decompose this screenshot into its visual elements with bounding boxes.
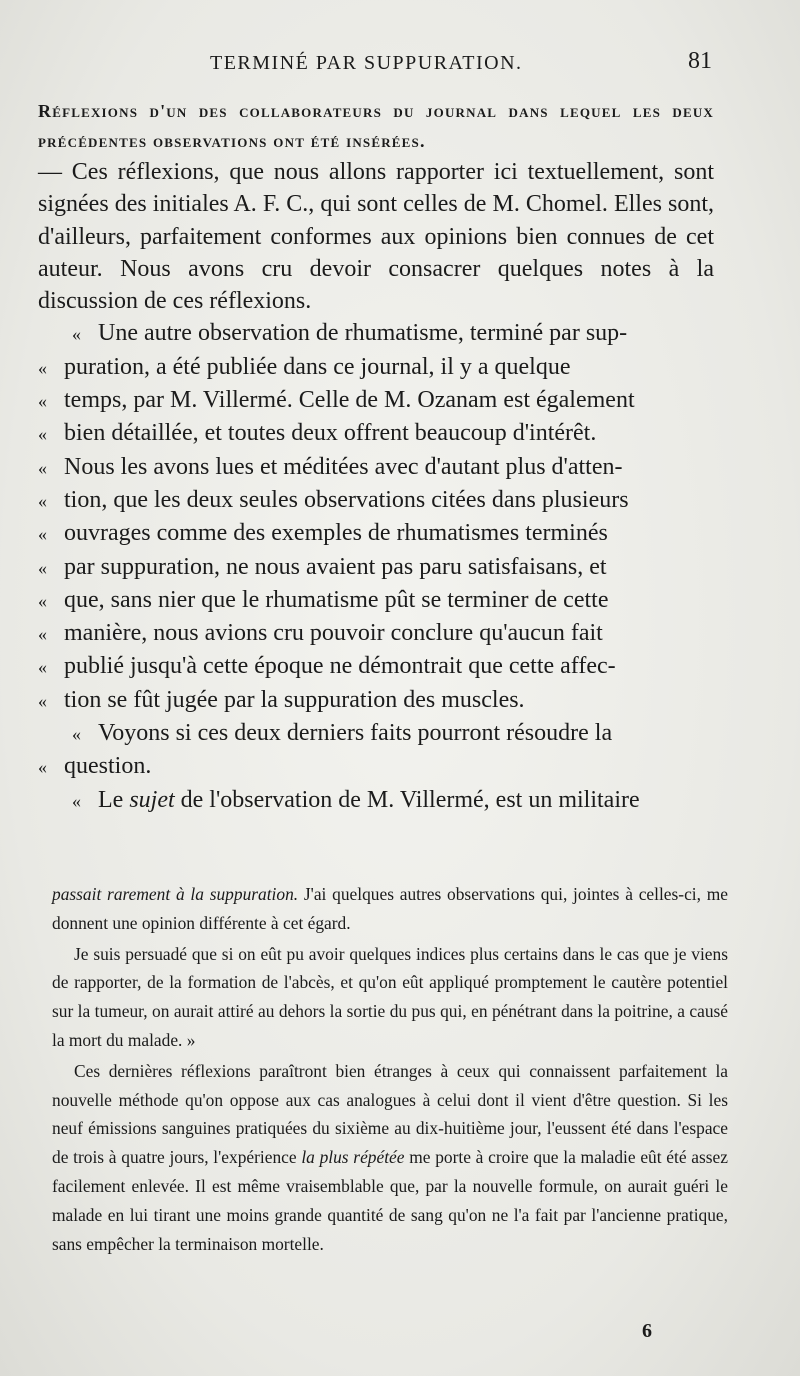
page-number: 81 bbox=[688, 48, 712, 74]
quote-line bbox=[38, 717, 714, 750]
note-italic: passait rarement à la suppuration. bbox=[52, 884, 299, 904]
quote-mark: « bbox=[72, 724, 81, 745]
quote-text: tion se fût jugée par la suppuration des muscles. bbox=[64, 686, 525, 713]
quote-line bbox=[38, 417, 714, 450]
signature-mark: 6 bbox=[642, 1320, 652, 1342]
note-text: me porte à croire que la maladie eût été assez facilement enlevée. Il est même vraisemblable que, par la nouvelle formule, on aurait guéri le malade en lui tirant une moins grande quantité de sang qu'on ne l'a fait par l'ancienne pratique, sans empêcher la terminaison mortelle. bbox=[52, 1147, 728, 1254]
quote-text: question. bbox=[64, 753, 152, 780]
quote-line bbox=[38, 551, 714, 584]
quote-mark: « bbox=[38, 690, 47, 711]
quote-text: publié jusqu'à cette époque ne démontrait que cette affec- bbox=[64, 653, 616, 680]
quote-line bbox=[38, 584, 714, 617]
quote-line bbox=[38, 750, 714, 783]
quote-line bbox=[38, 484, 714, 517]
quote-text: manière, nous avions cru pouvoir conclure qu'aucun fait bbox=[64, 620, 603, 647]
quote-text: Une autre observation de rhumatisme, terminé par sup- bbox=[98, 320, 628, 347]
quote-text: que, sans nier que le rhumatisme pût se terminer de cette bbox=[64, 586, 609, 613]
quote-text: temps, par M. Villermé. Celle de M. Ozanam est également bbox=[64, 387, 635, 414]
quote-text: ouvrages comme des exemples de rhumatismes terminés bbox=[64, 520, 608, 547]
quote-text: Nous les avons lues et méditées avec d'autant plus d'atten- bbox=[64, 453, 623, 480]
note-italic: la plus répétée bbox=[301, 1147, 405, 1168]
quote-mark: « bbox=[38, 590, 47, 611]
quote-block-1 bbox=[38, 317, 714, 717]
quote-mark: « bbox=[38, 657, 47, 678]
quote-line bbox=[38, 684, 714, 717]
quote3-italic: sujet bbox=[129, 786, 175, 813]
quote-mark: « bbox=[72, 324, 81, 345]
note-text: Ces dernières réflexions paraîtront bien étranges à ceux qui connaissent parfaitement la nouvelle méthode qu'on oppose aux cas analogues à celui dont il vient d'être question. Si les neuf émissions sanguines pratiquées du sixième au dix-huitième jour, l'eussent été dans l'espace de trois à quatre jours, l'expérience bbox=[52, 1060, 728, 1168]
quote-mark: « bbox=[38, 757, 47, 778]
quote-line bbox=[38, 650, 714, 683]
note-text: J'ai quelques autres observations qui, jointes à celles-ci, me donnent une opinion différente à cet égard. bbox=[52, 884, 729, 933]
quote-line bbox=[38, 617, 714, 650]
section-heading: Réflexions d'un des collaborateurs du journal dans lequel les deux précédentes observations ont été insérées. bbox=[38, 101, 714, 151]
quote-mark: « bbox=[38, 424, 47, 445]
quote3-after: de l'observation de M. Villermé, est un militaire bbox=[174, 786, 640, 813]
quote-text: puration, a été publiée dans ce journal, il y a quelque bbox=[64, 353, 571, 380]
running-title: TERMINÉ PAR SUPPURATION. bbox=[210, 52, 523, 74]
quote-mark: « bbox=[38, 391, 47, 412]
note-paragraph-2: Je suis persuadé que si on eût pu avoir quelques indices plus certains dans le cas que je viens de rapporter, de la formation de l'abcès, et qu'on eût appliqué promptement le cautère potentiel sur la tumeur, on aurait attiré au dehors la sortie du pus qui, en pénétrant dans la poitrine, a causé la mort du malade. » bbox=[52, 943, 728, 1050]
footnotes bbox=[52, 880, 728, 1260]
quote-text: tion, que les deux seules observations citées dans plusieurs bbox=[64, 486, 629, 513]
quote3-before: Le bbox=[98, 786, 130, 813]
quote-line bbox=[38, 517, 714, 550]
quote-mark: « bbox=[38, 624, 47, 645]
quote-line bbox=[38, 351, 714, 384]
quote-text: par suppuration, ne nous avaient pas paru satisfaisans, et bbox=[64, 553, 607, 580]
quote-mark: « bbox=[38, 557, 47, 578]
quote-block-2 bbox=[38, 717, 714, 784]
quote-text: Voyons si ces deux derniers faits pourront résoudre la bbox=[98, 720, 613, 747]
quote-text: bien détaillée, et toutes deux offrent beaucoup d'intérêt. bbox=[64, 420, 597, 447]
note-paragraph-3 bbox=[52, 1057, 728, 1259]
page-header bbox=[60, 48, 720, 78]
quote-mark: « bbox=[38, 490, 47, 511]
quote-mark: « bbox=[38, 457, 47, 478]
quote-mark: « bbox=[38, 357, 47, 378]
note-paragraph-1 bbox=[52, 880, 728, 938]
quote-line bbox=[38, 384, 714, 417]
intro-paragraph: — Ces réflexions, que nous allons rapporter ici textuellement, sont signées des initiales A. F. C., qui sont celles de M. Chomel. Elles sont, d'ailleurs, parfaitement conformes aux opinions bien connues de cet auteur. Nous avons cru devoir consacrer quelques notes à la discussion de ces réflexions. bbox=[38, 159, 714, 315]
quote-line bbox=[38, 784, 714, 817]
quote-line bbox=[38, 451, 714, 484]
main-text bbox=[38, 96, 714, 817]
quote-mark: « bbox=[38, 524, 47, 545]
quote-line bbox=[38, 317, 714, 350]
quote-mark: « bbox=[72, 790, 81, 811]
